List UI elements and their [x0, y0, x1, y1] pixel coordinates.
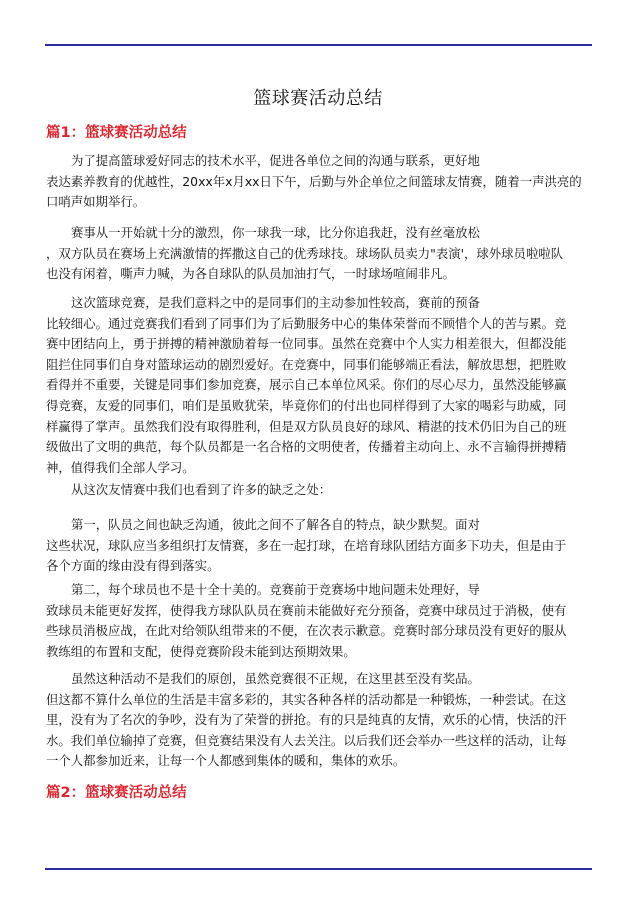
text-line: 这次篮球竞赛，是我们意料之中的是同事们的主动参加性较高，赛前的预备 [71, 295, 480, 310]
text-line: 虽然这种活动不是我们的原创，虽然竞赛很不正规，在这里甚至没有奖品。 [71, 671, 480, 686]
top-rule [45, 44, 592, 46]
text-line: 些球员消极应战，在此对给领队组带来的不便，在次表示歉意。竞赛时部分球员没有更好的服从 [46, 623, 567, 639]
section-heading-1: 篇1：篮球赛活动总结 [46, 125, 187, 141]
text-line: 也没有闲着，嘶声力喊，为各自球队的队员加油打气，一时球场喧闹非凡。 [46, 266, 455, 282]
paragraph-3 [46, 293, 592, 478]
text-line: 各个方面的缘由没有得到落实。 [46, 558, 220, 574]
text-line: 从这次友情赛中我们也看到了许多的缺乏之处： [71, 482, 332, 497]
text-line: 得竞赛，友爱的同事们，咱们是虽败犹荣，毕竟你们的付出也同样得到了大家的喝彩与助威，同 [46, 397, 567, 413]
text-line: 教练组的布置和支配，使得竞赛阶段未能到达预期效果。 [46, 643, 356, 659]
text-line: 口哨声如期举行。 [46, 194, 146, 210]
text-line: 赛事从一开始就十分的激烈，你一球我一球，比分你追我赶，没有丝毫放松 [71, 225, 480, 240]
paragraph-2 [46, 223, 592, 285]
bottom-rule [45, 868, 592, 870]
paragraph-1 [46, 151, 592, 213]
text-line: 样赢得了掌声。虽然我们没有取得胜利，但是双方队员良好的球风、精湛的技术仍旧为自己的班 [46, 418, 567, 434]
text-line: 第一，队员之间也缺乏沟通，彼此之间不了解各自的特点，缺少默契。面对 [71, 517, 480, 532]
text-line: 赛中团结向上，勇于拼搏的精神激励着每一位同事。虽然在竞赛中个人实力相差很大，但都没能 [46, 336, 567, 352]
text-line: 神，值得我们全部人学习。 [46, 459, 195, 475]
text-line: 致球员未能更好发挥，使得我方球队队员在赛前未能做好充分预备，竞赛中球员过于消极，使有 [46, 602, 567, 618]
paragraph-4 [46, 480, 592, 501]
text-line: 一个人都参加近来，让每一个人都感到集体的暖和，集体的欢乐。 [46, 753, 406, 769]
text-line: 但这都不算什么单位的生活是丰富多彩的，其实各种各样的活动都是一种锻炼，一种尝试。在这 [46, 691, 567, 707]
paragraph-5 [46, 515, 592, 577]
text-line: 水。我们单位输掉了竞赛，但竞赛结果没有人去关注。以后我们还会举办一些这样的活动，让每 [46, 732, 567, 748]
text-line: 这些状况，球队应当多组织打友情赛，多在一起打球，在培育球队团结方面多下功夫，但是由于 [46, 537, 567, 553]
text-line: 第二，每个球员也不是十全十美的。竞赛前于竞赛场中地问题未处理好，导 [71, 582, 480, 597]
text-line: 里，没有为了名次的争吵，没有为了荣誉的拼抢。有的只是纯真的友情，欢乐的心情，快活的汗 [46, 712, 567, 728]
text-line: 级做出了文明的典范，每个队员都是一名合格的文明使者，传播着主动向上、永不言输得拼搏精 [46, 439, 567, 455]
text-line: 看得并不重要，关键是同事们参加竞赛，展示自己本单位风采。你们的尽心尽力，虽然没能够赢 [46, 377, 567, 393]
paragraph-6 [46, 580, 592, 662]
text-line: ，双方队员在赛场上充满激情的挥撒这自己的优秀球技。球场队员卖力"表演'，球外球员啦啦队 [46, 245, 564, 261]
text-line: 为了提高篮球爱好同志的技术水平，促进各单位之间的沟通与联系，更好地 [71, 153, 480, 168]
text-line: 表达素养教育的优越性，20xx年x月xx日下午，后勤与外企单位之间篮球友情赛，随着一声洪亮的 [46, 173, 582, 189]
paragraph-7 [46, 669, 592, 772]
section-heading-2: 篇2：篮球赛活动总结 [46, 785, 187, 801]
text-line: 阻拦住同事们自身对篮球运动的剧烈爱好。在竞赛中，同事们能够端正看法，解放思想，把胜败 [46, 356, 567, 372]
text-line: 比较细心。通过竞赛我们看到了同事们为了后勤服务中心的集体荣誉而不顾惜个人的苦与累。竞 [46, 315, 567, 331]
page-title: 篮球赛活动总结 [253, 88, 383, 109]
